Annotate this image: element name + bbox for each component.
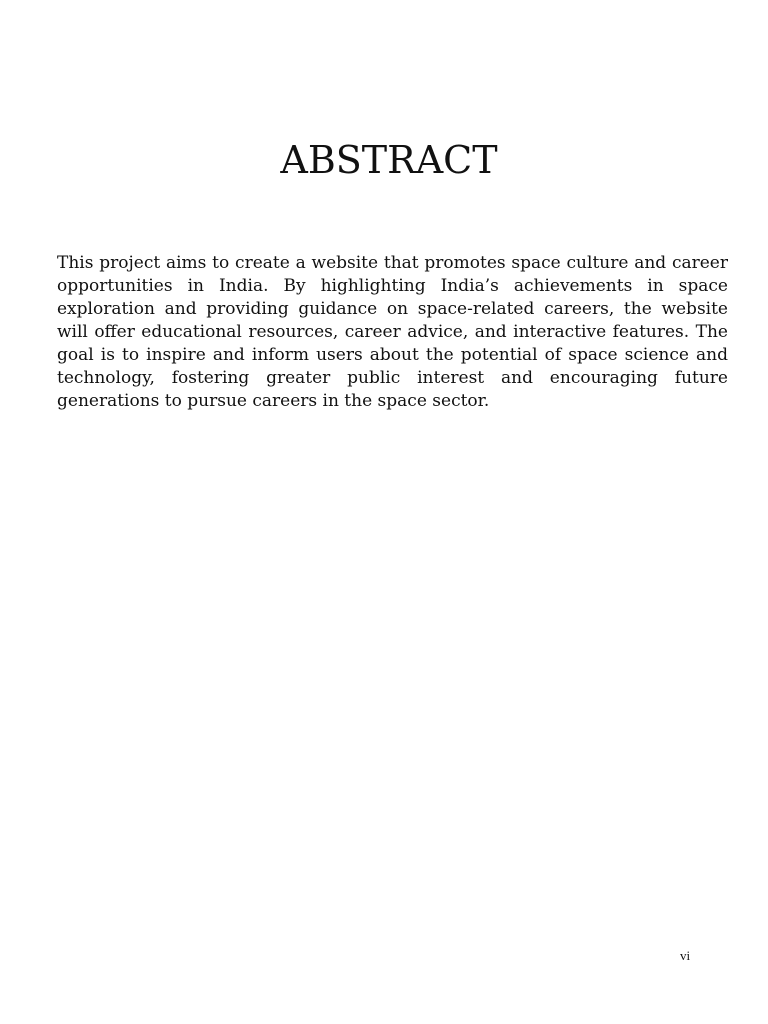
- page-title: ABSTRACT: [280, 138, 498, 182]
- abstract-paragraph: This project aims to create a website that promotes space culture and career opportunities in India. By highlighting India’s achievements in space exploration and providing guidance on space-related careers, the website will offer educational resources, career advice, and interactive features. The goal is to inspire and inform users about the potential of space science and technology, fostering greater public interest and encouraging future generations to pursue careers in the space sector.: [57, 253, 728, 411]
- page-number: vi: [679, 948, 691, 963]
